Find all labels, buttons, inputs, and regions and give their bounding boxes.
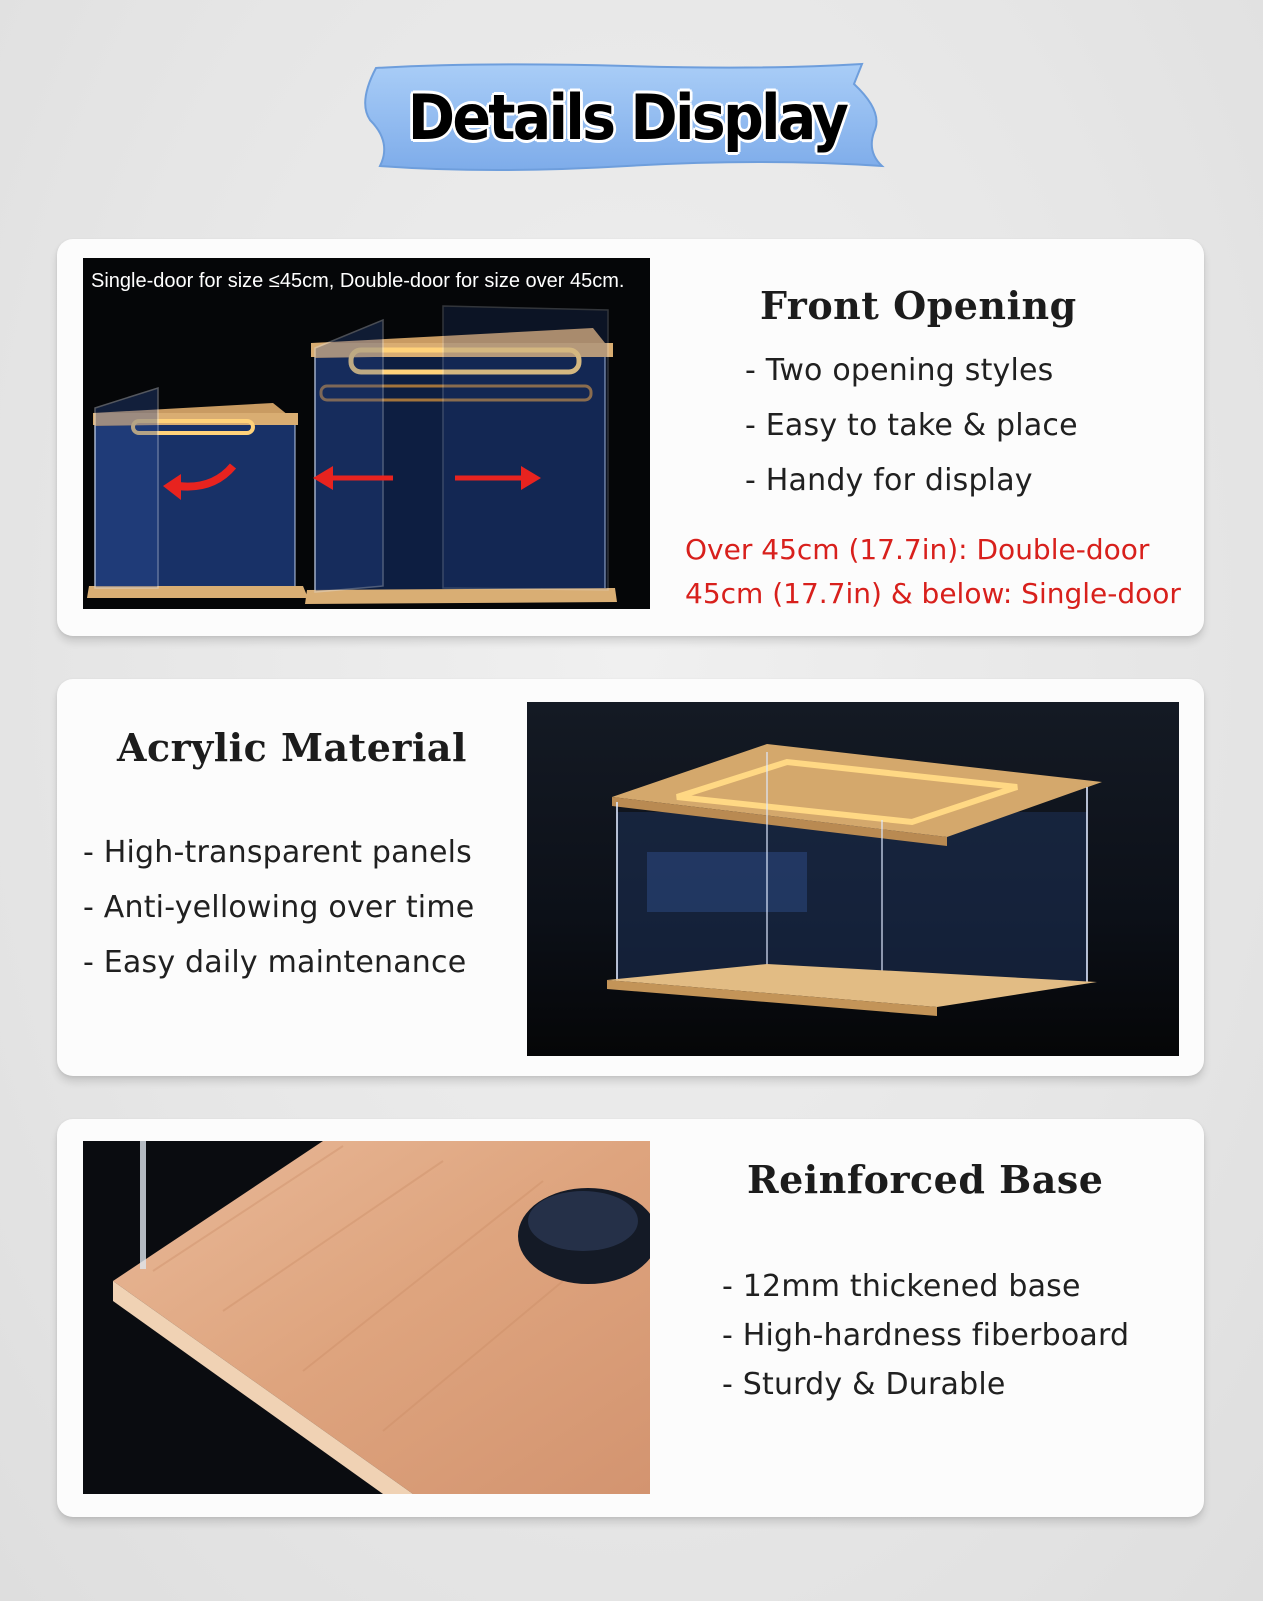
list-item: - Handy for display <box>745 463 1033 498</box>
front-opening-photo <box>83 258 650 609</box>
list-item: - Easy to take & place <box>745 408 1078 443</box>
reinforced-base-heading: Reinforced Base <box>747 1157 1104 1202</box>
list-item: - Anti-yellowing over time <box>83 890 475 925</box>
page-title: Details Display <box>407 80 847 154</box>
list-item: - High-hardness fiberboard <box>722 1318 1130 1353</box>
list-item: - Two opening styles <box>745 353 1054 388</box>
list-item: - 12mm thickened base <box>722 1269 1081 1304</box>
front-opening-features <box>745 353 1078 498</box>
acrylic-material-card <box>57 679 1204 1076</box>
reinforced-base-features <box>722 1269 1129 1402</box>
photo-caption: Single-door for size ≤45cm, Double-door for size over 45cm. <box>91 270 625 292</box>
acrylic-case-photo <box>527 702 1179 1056</box>
front-opening-heading: Front Opening <box>760 283 1077 328</box>
double-door-note: Over 45cm (17.7in): Double-door <box>685 533 1150 566</box>
acrylic-material-heading: Acrylic Material <box>117 725 467 770</box>
single-door-note: 45cm (17.7in) & below: Single-door <box>685 577 1181 610</box>
title-banner <box>362 62 892 172</box>
reinforced-base-card <box>57 1119 1204 1517</box>
list-item: - Easy daily maintenance <box>83 945 467 980</box>
acrylic-material-features <box>83 835 474 980</box>
front-opening-card <box>57 239 1204 636</box>
list-item: - High-transparent panels <box>83 835 472 870</box>
reinforced-base-photo <box>83 1141 650 1494</box>
list-item: - Sturdy & Durable <box>722 1367 1006 1402</box>
